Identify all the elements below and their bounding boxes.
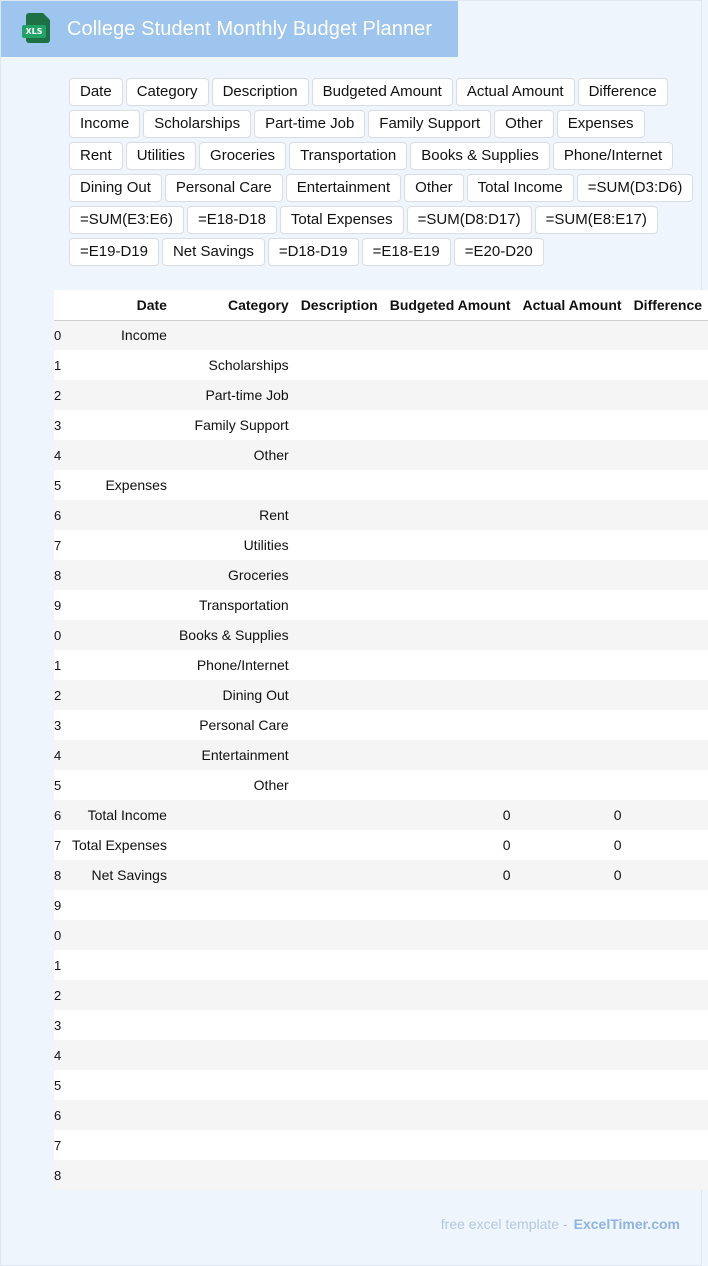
date-cell[interactable]: [66, 1040, 173, 1070]
actual-amount-cell[interactable]: [517, 890, 628, 920]
table-row: [54, 1010, 708, 1040]
row-number: 4: [54, 1040, 66, 1070]
description-cell[interactable]: [295, 740, 384, 770]
table-row: [54, 500, 708, 530]
cell-value-chip[interactable]: Groceries: [199, 142, 286, 170]
row-number: 2: [54, 680, 66, 710]
column-header-date: Date: [66, 290, 173, 320]
actual-amount-cell[interactable]: [517, 950, 628, 980]
difference-cell[interactable]: [628, 620, 708, 650]
cell-value-chip[interactable]: Date: [69, 78, 123, 106]
date-cell[interactable]: [66, 740, 173, 770]
difference-cell[interactable]: [628, 1040, 708, 1070]
cell-value-chip[interactable]: Other: [404, 174, 464, 202]
cell-value-chip[interactable]: Books & Supplies: [410, 142, 550, 170]
budgeted-amount-cell[interactable]: 0: [384, 830, 517, 860]
table-row: [54, 1040, 708, 1070]
category-cell[interactable]: Scholarships: [173, 350, 295, 380]
row-number: 8: [54, 1160, 66, 1190]
date-cell[interactable]: [66, 1070, 173, 1100]
difference-cell[interactable]: [628, 1010, 708, 1040]
table-row: [54, 1070, 708, 1100]
row-number: 9: [54, 890, 66, 920]
budgeted-amount-cell[interactable]: [384, 920, 517, 950]
row-number: 1: [54, 350, 66, 380]
date-cell[interactable]: [66, 560, 173, 590]
category-cell[interactable]: [173, 920, 295, 950]
column-header-difference: Difference: [628, 290, 708, 320]
actual-amount-cell[interactable]: [517, 680, 628, 710]
difference-cell[interactable]: [628, 530, 708, 560]
row-number: 1: [54, 650, 66, 680]
description-cell[interactable]: [295, 320, 384, 350]
cell-value-chip[interactable]: Difference: [578, 78, 668, 106]
description-cell[interactable]: [295, 920, 384, 950]
row-number: 7: [54, 830, 66, 860]
row-number: 6: [54, 500, 66, 530]
cell-value-chip[interactable]: Description: [212, 78, 309, 106]
difference-cell[interactable]: [628, 770, 708, 800]
row-number: 4: [54, 440, 66, 470]
actual-amount-cell[interactable]: 0: [517, 800, 628, 830]
cell-value-chip[interactable]: =E18-D18: [187, 206, 277, 234]
difference-cell[interactable]: [628, 1160, 708, 1190]
table-row: [54, 800, 708, 830]
actual-amount-cell[interactable]: [517, 1160, 628, 1190]
table-row: [54, 770, 708, 800]
table-row: [54, 890, 708, 920]
table-header-row: [54, 290, 708, 320]
row-number: 0: [54, 920, 66, 950]
table-row: [54, 440, 708, 470]
row-number: 3: [54, 710, 66, 740]
budgeted-amount-cell[interactable]: [384, 1130, 517, 1160]
budgeted-amount-cell[interactable]: [384, 530, 517, 560]
title-banner: [1, 1, 458, 57]
difference-cell[interactable]: [628, 740, 708, 770]
difference-cell[interactable]: [628, 680, 708, 710]
date-cell[interactable]: [66, 350, 173, 380]
date-cell[interactable]: Net Savings: [66, 860, 173, 890]
actual-amount-cell[interactable]: [517, 410, 628, 440]
difference-cell[interactable]: [628, 650, 708, 680]
category-cell[interactable]: Groceries: [173, 560, 295, 590]
date-cell[interactable]: [66, 530, 173, 560]
cell-value-chip[interactable]: =E19-D19: [69, 238, 159, 266]
difference-cell[interactable]: [628, 950, 708, 980]
cell-value-chip[interactable]: =D18-D19: [268, 238, 359, 266]
date-cell[interactable]: Total Expenses: [66, 830, 173, 860]
cell-value-chip[interactable]: =E18-E19: [362, 238, 451, 266]
budgeted-amount-cell[interactable]: [384, 1070, 517, 1100]
budgeted-amount-cell[interactable]: [384, 560, 517, 590]
budgeted-amount-cell[interactable]: 0: [384, 800, 517, 830]
actual-amount-cell[interactable]: [517, 350, 628, 380]
difference-cell[interactable]: [628, 350, 708, 380]
description-cell[interactable]: [295, 770, 384, 800]
category-cell[interactable]: Other: [173, 440, 295, 470]
budgeted-amount-cell[interactable]: [384, 500, 517, 530]
actual-amount-cell[interactable]: [517, 440, 628, 470]
cell-value-chip[interactable]: Family Support: [368, 110, 491, 138]
table-row: [54, 560, 708, 590]
column-header-category: Category: [173, 290, 295, 320]
difference-cell[interactable]: [628, 890, 708, 920]
table-row: [54, 860, 708, 890]
row-number: 4: [54, 740, 66, 770]
row-number: 3: [54, 1010, 66, 1040]
description-cell[interactable]: [295, 980, 384, 1010]
table-row: [54, 470, 708, 500]
budgeted-amount-cell[interactable]: [384, 590, 517, 620]
date-cell[interactable]: [66, 650, 173, 680]
description-cell[interactable]: [295, 530, 384, 560]
difference-cell[interactable]: [628, 1100, 708, 1130]
category-cell[interactable]: Books & Supplies: [173, 620, 295, 650]
description-cell[interactable]: [295, 590, 384, 620]
actual-amount-cell[interactable]: [517, 1070, 628, 1100]
category-cell[interactable]: [173, 1010, 295, 1040]
table-row: [54, 350, 708, 380]
difference-cell[interactable]: [628, 1070, 708, 1100]
actual-amount-cell[interactable]: [517, 770, 628, 800]
budgeted-amount-cell[interactable]: 0: [384, 860, 517, 890]
row-number: 6: [54, 1100, 66, 1130]
date-cell[interactable]: [66, 590, 173, 620]
cell-value-chip[interactable]: =SUM(E8:E17): [535, 206, 658, 234]
footer-text: free excel template -: [440, 1216, 568, 1232]
table-row: [54, 1130, 708, 1160]
description-cell[interactable]: [295, 860, 384, 890]
category-cell[interactable]: [173, 1130, 295, 1160]
category-cell[interactable]: Transportation: [173, 590, 295, 620]
category-cell[interactable]: Personal Care: [173, 710, 295, 740]
category-cell[interactable]: Phone/Internet: [173, 650, 295, 680]
table-row: [54, 1100, 708, 1130]
table-row: [54, 1160, 708, 1190]
actual-amount-cell[interactable]: [517, 710, 628, 740]
row-number: 5: [54, 1070, 66, 1100]
description-cell[interactable]: [295, 620, 384, 650]
footer-credit: [441, 1216, 680, 1232]
actual-amount-cell[interactable]: [517, 320, 628, 350]
budgeted-amount-cell[interactable]: [384, 440, 517, 470]
excel-file-icon: [22, 13, 50, 45]
date-cell[interactable]: Expenses: [66, 470, 173, 500]
budgeted-amount-cell[interactable]: [384, 770, 517, 800]
cell-value-chip[interactable]: Rent: [69, 142, 123, 170]
cell-value-chip[interactable]: Total Expenses: [280, 206, 404, 234]
difference-cell[interactable]: [628, 800, 708, 830]
cell-value-chip[interactable]: Dining Out: [69, 174, 162, 202]
cell-value-chip[interactable]: Scholarships: [143, 110, 251, 138]
description-cell[interactable]: [295, 680, 384, 710]
category-cell[interactable]: [173, 470, 295, 500]
budgeted-amount-cell[interactable]: [384, 980, 517, 1010]
row-number: 7: [54, 530, 66, 560]
column-header-budgeted-amount: Budgeted Amount: [384, 290, 517, 320]
cell-value-chip[interactable]: Personal Care: [165, 174, 283, 202]
budgeted-amount-cell[interactable]: [384, 1010, 517, 1040]
difference-cell[interactable]: [628, 920, 708, 950]
category-cell[interactable]: [173, 980, 295, 1010]
budgeted-amount-cell[interactable]: [384, 740, 517, 770]
cell-value-chip[interactable]: Expenses: [557, 110, 645, 138]
date-cell[interactable]: [66, 680, 173, 710]
description-cell[interactable]: [295, 410, 384, 440]
cell-value-chip[interactable]: =E20-D20: [454, 238, 544, 266]
cell-value-chip[interactable]: Actual Amount: [456, 78, 575, 106]
category-cell[interactable]: Rent: [173, 500, 295, 530]
category-cell[interactable]: Utilities: [173, 530, 295, 560]
table-row: [54, 710, 708, 740]
difference-cell[interactable]: [628, 470, 708, 500]
budgeted-amount-cell[interactable]: [384, 710, 517, 740]
budgeted-amount-cell[interactable]: [384, 1160, 517, 1190]
category-cell[interactable]: [173, 800, 295, 830]
table-row: [54, 410, 708, 440]
date-cell[interactable]: [66, 410, 173, 440]
description-cell[interactable]: [295, 890, 384, 920]
actual-amount-cell[interactable]: [517, 500, 628, 530]
description-cell[interactable]: [295, 1040, 384, 1070]
row-number: 6: [54, 800, 66, 830]
category-cell[interactable]: [173, 860, 295, 890]
category-cell[interactable]: Dining Out: [173, 680, 295, 710]
row-number: 2: [54, 380, 66, 410]
budgeted-amount-cell[interactable]: [384, 410, 517, 440]
cell-value-chip[interactable]: =SUM(D3:D6): [577, 174, 694, 202]
difference-cell[interactable]: [628, 980, 708, 1010]
column-header-description: Description: [295, 290, 384, 320]
category-cell[interactable]: Family Support: [173, 410, 295, 440]
category-cell[interactable]: [173, 830, 295, 860]
description-cell[interactable]: [295, 350, 384, 380]
description-cell[interactable]: [295, 560, 384, 590]
date-cell[interactable]: [66, 1010, 173, 1040]
category-cell[interactable]: Entertainment: [173, 740, 295, 770]
actual-amount-cell[interactable]: [517, 1130, 628, 1160]
row-number: 8: [54, 560, 66, 590]
actual-amount-cell[interactable]: 0: [517, 860, 628, 890]
row-number-header: [54, 290, 66, 320]
row-number: 2: [54, 980, 66, 1010]
description-cell[interactable]: [295, 1100, 384, 1130]
description-cell[interactable]: [295, 440, 384, 470]
actual-amount-cell[interactable]: [517, 1010, 628, 1040]
date-cell[interactable]: [66, 950, 173, 980]
category-cell[interactable]: [173, 950, 295, 980]
cell-value-chip[interactable]: Part-time Job: [254, 110, 365, 138]
cell-value-chip[interactable]: Phone/Internet: [553, 142, 673, 170]
actual-amount-cell[interactable]: [517, 470, 628, 500]
actual-amount-cell[interactable]: [517, 980, 628, 1010]
category-cell[interactable]: [173, 320, 295, 350]
category-cell[interactable]: Part-time Job: [173, 380, 295, 410]
table-row: [54, 950, 708, 980]
description-cell[interactable]: [295, 1130, 384, 1160]
budgeted-amount-cell[interactable]: [384, 650, 517, 680]
actual-amount-cell[interactable]: [517, 620, 628, 650]
spreadsheet-preview[interactable]: [54, 290, 703, 1190]
difference-cell[interactable]: [628, 410, 708, 440]
difference-cell[interactable]: [628, 560, 708, 590]
row-number: 8: [54, 860, 66, 890]
table-row: [54, 380, 708, 410]
category-cell[interactable]: Other: [173, 770, 295, 800]
description-cell[interactable]: [295, 710, 384, 740]
budget-table: [54, 290, 708, 1190]
row-number: 3: [54, 410, 66, 440]
date-cell[interactable]: [66, 620, 173, 650]
cell-value-chip[interactable]: Net Savings: [162, 238, 265, 266]
budgeted-amount-cell[interactable]: [384, 950, 517, 980]
cell-value-chip[interactable]: Transportation: [289, 142, 407, 170]
description-cell[interactable]: [295, 500, 384, 530]
actual-amount-cell[interactable]: [517, 740, 628, 770]
row-number: 9: [54, 590, 66, 620]
date-cell[interactable]: [66, 710, 173, 740]
cell-value-chip[interactable]: Income: [69, 110, 140, 138]
date-cell[interactable]: [66, 1130, 173, 1160]
actual-amount-cell[interactable]: [517, 560, 628, 590]
description-cell[interactable]: [295, 830, 384, 860]
cell-value-chip[interactable]: Entertainment: [286, 174, 401, 202]
date-cell[interactable]: [66, 920, 173, 950]
row-number: 5: [54, 770, 66, 800]
row-number: 7: [54, 1130, 66, 1160]
budgeted-amount-cell[interactable]: [384, 320, 517, 350]
budgeted-amount-cell[interactable]: [384, 680, 517, 710]
table-row: [54, 740, 708, 770]
row-number: 0: [54, 320, 66, 350]
actual-amount-cell[interactable]: 0: [517, 830, 628, 860]
date-cell[interactable]: [66, 770, 173, 800]
actual-amount-cell[interactable]: [517, 380, 628, 410]
table-row: [54, 680, 708, 710]
table-row: [54, 980, 708, 1010]
date-cell[interactable]: [66, 1160, 173, 1190]
description-cell[interactable]: [295, 1070, 384, 1100]
cell-value-chip[interactable]: Other: [494, 110, 554, 138]
table-row: [54, 530, 708, 560]
cell-value-chip[interactable]: =SUM(E3:E6): [69, 206, 184, 234]
page-title: College Student Monthly Budget Planner: [67, 17, 433, 40]
table-row: [54, 920, 708, 950]
budgeted-amount-cell[interactable]: [384, 620, 517, 650]
description-cell[interactable]: [295, 380, 384, 410]
budgeted-amount-cell[interactable]: [384, 470, 517, 500]
budgeted-amount-cell[interactable]: [384, 890, 517, 920]
difference-cell[interactable]: [628, 380, 708, 410]
date-cell[interactable]: [66, 890, 173, 920]
description-cell[interactable]: [295, 950, 384, 980]
table-row: [54, 590, 708, 620]
category-cell[interactable]: [173, 1160, 295, 1190]
row-number: 0: [54, 620, 66, 650]
description-cell[interactable]: [295, 650, 384, 680]
difference-cell[interactable]: [628, 830, 708, 860]
column-header-actual-amount: Actual Amount: [517, 290, 628, 320]
footer-brand-link[interactable]: ExcelTimer.com: [573, 1216, 680, 1232]
actual-amount-cell[interactable]: [517, 1040, 628, 1070]
actual-amount-cell[interactable]: [517, 650, 628, 680]
budgeted-amount-cell[interactable]: [384, 380, 517, 410]
actual-amount-cell[interactable]: [517, 1100, 628, 1130]
cell-values-chip-list: [69, 78, 699, 266]
cell-value-chip[interactable]: =SUM(D8:D17): [407, 206, 532, 234]
actual-amount-cell[interactable]: [517, 530, 628, 560]
category-cell[interactable]: [173, 1070, 295, 1100]
cell-value-chip[interactable]: Category: [126, 78, 209, 106]
category-cell[interactable]: [173, 1100, 295, 1130]
actual-amount-cell[interactable]: [517, 590, 628, 620]
category-cell[interactable]: [173, 890, 295, 920]
table-row: [54, 830, 708, 860]
date-cell[interactable]: [66, 980, 173, 1010]
description-cell[interactable]: [295, 800, 384, 830]
description-cell[interactable]: [295, 1010, 384, 1040]
difference-cell[interactable]: [628, 710, 708, 740]
date-cell[interactable]: Total Income: [66, 800, 173, 830]
difference-cell[interactable]: [628, 1130, 708, 1160]
date-cell[interactable]: Income: [66, 320, 173, 350]
cell-value-chip[interactable]: Utilities: [126, 142, 196, 170]
budgeted-amount-cell[interactable]: [384, 350, 517, 380]
difference-cell[interactable]: [628, 320, 708, 350]
date-cell[interactable]: [66, 1100, 173, 1130]
xls-icon-label: XLS: [22, 25, 46, 38]
row-number: 5: [54, 470, 66, 500]
budgeted-amount-cell[interactable]: [384, 1100, 517, 1130]
actual-amount-cell[interactable]: [517, 920, 628, 950]
date-cell[interactable]: [66, 440, 173, 470]
difference-cell[interactable]: [628, 860, 708, 890]
category-cell[interactable]: [173, 1040, 295, 1070]
budgeted-amount-cell[interactable]: [384, 1040, 517, 1070]
description-cell[interactable]: [295, 1160, 384, 1190]
table-row: [54, 620, 708, 650]
date-cell[interactable]: [66, 500, 173, 530]
difference-cell[interactable]: [628, 500, 708, 530]
difference-cell[interactable]: [628, 590, 708, 620]
date-cell[interactable]: [66, 380, 173, 410]
row-number: 1: [54, 950, 66, 980]
description-cell[interactable]: [295, 470, 384, 500]
cell-value-chip[interactable]: Total Income: [467, 174, 574, 202]
cell-value-chip[interactable]: Budgeted Amount: [312, 78, 453, 106]
table-row: [54, 320, 708, 350]
difference-cell[interactable]: [628, 440, 708, 470]
table-row: [54, 650, 708, 680]
